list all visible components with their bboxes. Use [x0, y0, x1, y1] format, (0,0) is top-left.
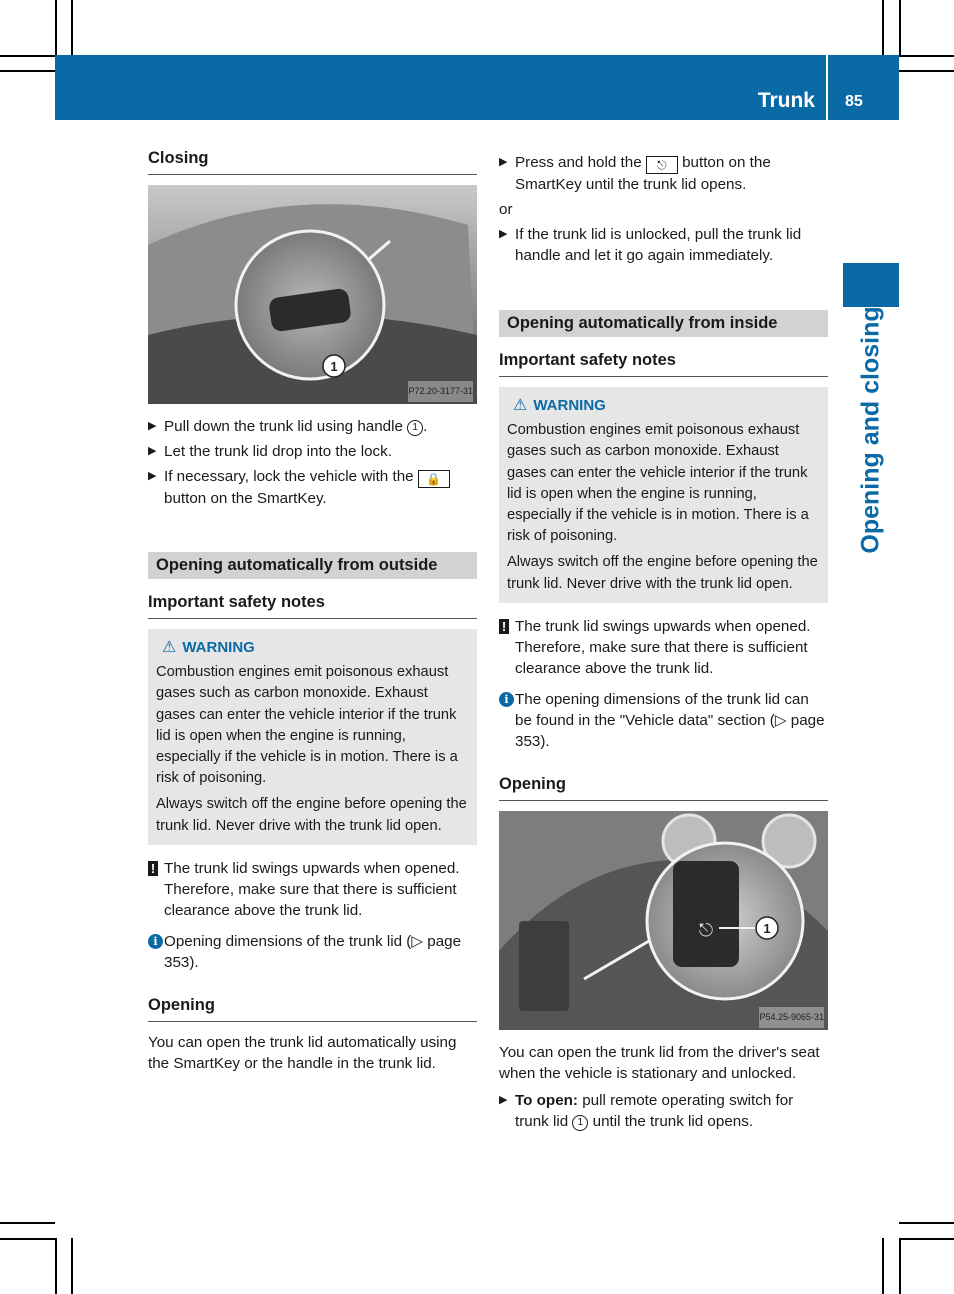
step-text: Press and hold the — [515, 154, 646, 171]
crop-mark — [899, 1238, 901, 1294]
step-text: until the trunk lid opens. — [588, 1112, 754, 1130]
info-icon: i — [499, 692, 514, 707]
crop-mark — [0, 70, 55, 72]
bullet-triangle-icon: ▶ — [499, 228, 508, 240]
warning-text: Combustion engines emit poisonous exhaust gases such as carbon monoxide. Exhaust gases can enter the vehicle interior if the trunk lid is open when the engine is running, especially if the vehicle is in motion. There is a risk of poisoning. — [507, 422, 809, 545]
or-text: or — [499, 201, 513, 218]
photo-code: P72.20-3177-31 — [408, 381, 473, 402]
closing-step — [148, 466, 477, 509]
opening-paragraph: You can open the trunk lid from the driver's seat when the vehicle is stationary and unlocked. — [499, 1043, 820, 1082]
note-text: The trunk lid swings upwards when opened. Therefore, make sure that there is sufficient clearance above the trunk lid. — [164, 859, 460, 919]
info-icon: i — [148, 934, 163, 949]
crop-mark — [71, 1238, 73, 1294]
crop-mark — [0, 55, 55, 57]
page-header — [55, 55, 899, 120]
crop-mark — [899, 55, 954, 57]
crop-mark — [899, 1222, 954, 1224]
bullet-triangle-icon: ▶ — [148, 470, 157, 482]
crop-mark — [0, 1222, 55, 1224]
svg-text:⎋: ⎋ — [698, 919, 714, 941]
trunk-handle-photo — [148, 185, 477, 404]
crop-mark — [882, 0, 884, 55]
step-text: Let the trunk lid drop into the lock. — [164, 443, 392, 460]
svg-text:1: 1 — [763, 920, 771, 936]
header-title: Trunk — [757, 89, 815, 112]
crop-mark — [55, 1238, 57, 1294]
chapter-tab — [843, 263, 899, 307]
note-text: The opening dimensions of the trunk lid can be found in the "Vehicle data" section (▷ page 353). — [515, 690, 825, 750]
exclamation-icon: ! — [148, 861, 158, 876]
crop-mark — [899, 0, 901, 55]
info-note — [499, 689, 828, 752]
warning-text: Always switch off the engine before opening the trunk lid. Never drive with the trunk lid open. — [156, 796, 467, 834]
section-heading: Opening automatically from outside — [148, 552, 477, 579]
crop-mark — [71, 0, 73, 55]
warning-triangle-icon: ⚠ — [162, 639, 177, 656]
crop-mark — [0, 1238, 55, 1240]
safety-heading: Important safety notes — [148, 592, 477, 619]
photo-code: P54.25-9065-31 — [759, 1007, 824, 1028]
step-text: If necessary, lock the vehicle with the — [164, 468, 418, 485]
step-text: button on the SmartKey until the trunk lid opens. — [515, 154, 771, 193]
to-open-step — [499, 1090, 828, 1132]
bullet-triangle-icon: ▶ — [148, 420, 157, 432]
closing-heading: Closing — [148, 148, 477, 175]
step-text: . — [423, 418, 428, 435]
warning-triangle-icon: ⚠ — [513, 397, 528, 414]
step-text: If the trunk lid is unlocked, pull the trunk lid handle and let it go again immediately. — [515, 226, 802, 264]
header-divider — [826, 55, 828, 120]
bullet-triangle-icon: ▶ — [499, 1093, 508, 1106]
safety-heading: Important safety notes — [499, 350, 828, 377]
bullet-triangle-icon: ▶ — [499, 156, 508, 168]
opening-paragraph: You can open the trunk lid automatically using the SmartKey or the handle in the trunk lid. — [148, 1033, 457, 1072]
crop-mark — [55, 0, 57, 55]
crop-mark — [899, 70, 954, 72]
warning-box — [499, 387, 828, 603]
callout-marker: 1 — [572, 1115, 588, 1131]
section-heading: Opening automatically from inside — [499, 310, 828, 337]
chapter-label: Opening and closing — [856, 306, 885, 554]
opening-heading: Opening — [148, 995, 477, 1022]
caution-note — [148, 858, 477, 921]
callout-marker: 1 — [407, 420, 423, 436]
note-text: The trunk lid swings upwards when opened. Therefore, make sure that there is sufficient clearance above the trunk lid. — [515, 617, 811, 677]
crop-mark — [899, 1238, 954, 1240]
step-lead: To open: — [515, 1091, 578, 1109]
closing-step — [148, 416, 477, 437]
trunk-key-icon: ⎋ — [646, 156, 678, 174]
remote-switch-illustration — [499, 811, 828, 1030]
exclamation-icon: ! — [499, 619, 509, 634]
right-column — [499, 152, 828, 1136]
left-column — [148, 148, 477, 1074]
warning-header — [156, 637, 469, 658]
warning-text: Combustion engines emit poisonous exhaust gases such as carbon monoxide. Exhaust gases can enter the vehicle interior if the trunk lid is open when the engine is running, especially if the vehicle is in motion. There is a risk of poisoning. — [156, 664, 458, 787]
opening-step — [499, 152, 828, 195]
warning-box — [148, 629, 477, 845]
bullet-triangle-icon: ▶ — [148, 445, 157, 457]
caution-note — [499, 616, 828, 679]
opening-heading: Opening — [499, 774, 828, 801]
page-number: 85 — [845, 93, 863, 110]
closing-step — [148, 441, 477, 462]
crop-mark — [882, 1238, 884, 1294]
warning-header — [507, 395, 820, 416]
step-text: pull remote operating switch for trunk lid — [515, 1091, 794, 1130]
step-text: button on the SmartKey. — [164, 490, 327, 507]
info-note — [148, 931, 477, 973]
note-text: Opening dimensions of the trunk lid (▷ page 353). — [164, 932, 462, 971]
trunk-handle-illustration — [148, 185, 477, 404]
svg-text:1: 1 — [330, 359, 338, 374]
step-text: Pull down the trunk lid using handle — [164, 418, 408, 435]
warning-label: WARNING — [182, 639, 255, 656]
lock-key-icon: 🔒 — [418, 470, 450, 488]
opening-step — [499, 224, 828, 266]
warning-label: WARNING — [533, 397, 606, 414]
warning-text: Always switch off the engine before opening the trunk lid. Never drive with the trunk lid open. — [507, 554, 818, 592]
remote-switch-photo — [499, 811, 828, 1030]
